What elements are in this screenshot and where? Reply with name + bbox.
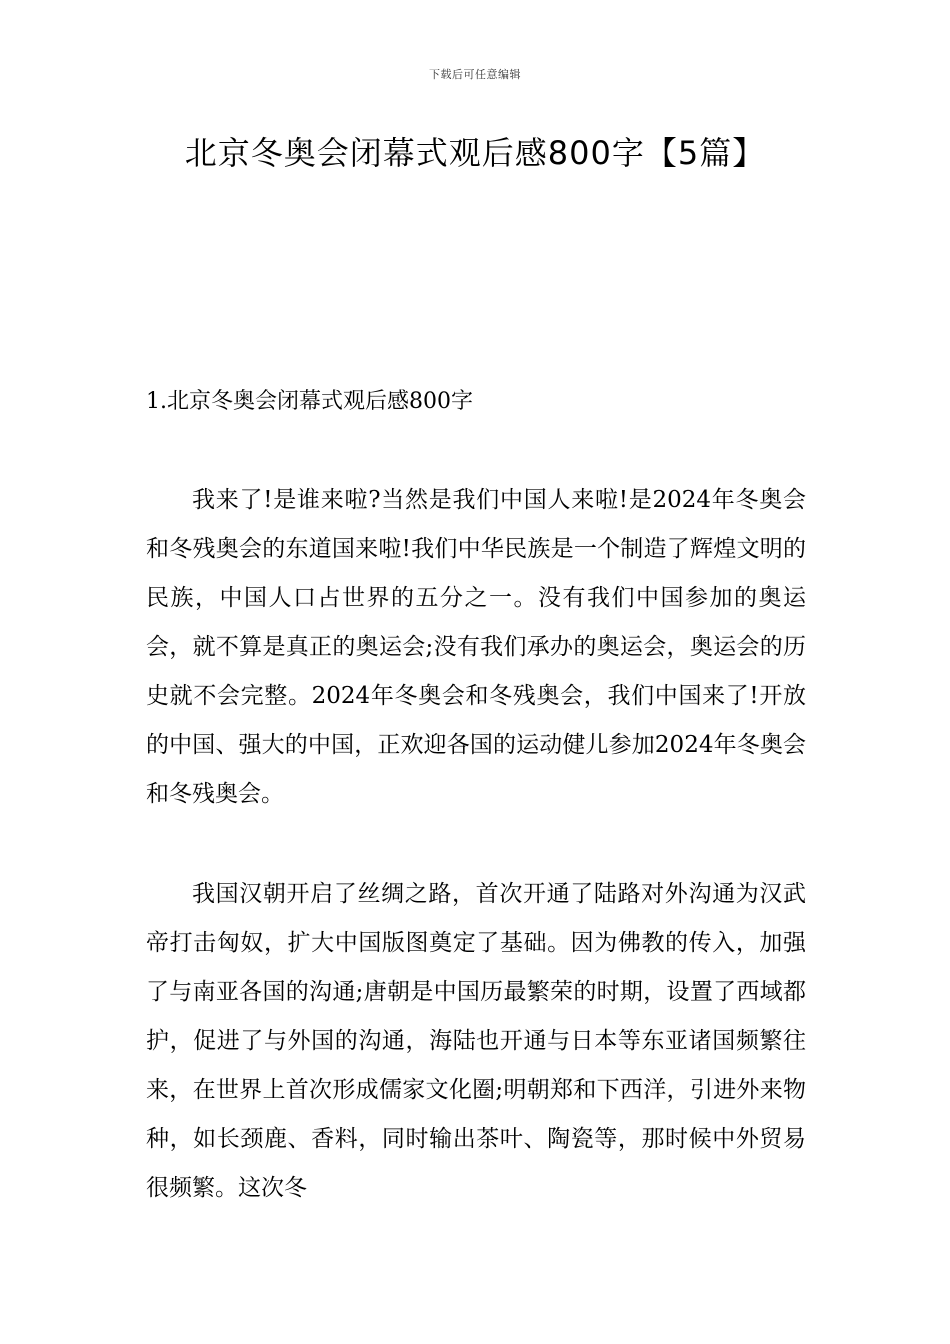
paragraph: 我来了!是谁来啦?当然是我们中国人来啦!是2024年冬奥会和冬残奥会的东道国来啦!我们中华民族是一个制造了辉煌文明的民族，中国人口占世界的五分之一。没有我们中国参加的奥运会，就不算是真正的奥运会;没有我们承办的奥运会，奥运会的历史就不会完整。2024年冬奥会和冬残奥会，我们中国来了!开放的中国、强大的中国，正欢迎各国的运动健儿参加2024年冬奥会和冬残奥会。	[146, 487, 806, 807]
section-heading: 1.北京冬奥会闭幕式观后感800字	[146, 389, 473, 414]
paragraph: 我国汉朝开启了丝绸之路，首次开通了陆路对外沟通为汉武帝打击匈奴，扩大中国版图奠定了基础。因为佛教的传入，加强了与南亚各国的沟通;唐朝是中国历最繁荣的时期，设置了西域都护，促进了与外国的沟通，海陆也开通与日本等东亚诸国频繁往来，在世界上首次形成儒家文化圈;明朝郑和下西洋，引进外来物种，如长颈鹿、香料，同时输出茶叶、陶瓷等，那时候中外贸易很频繁。这次冬	[146, 881, 806, 1201]
document-title: 北京冬奥会闭幕式观后感800字【5篇】	[184, 134, 766, 172]
header-note: 下载后可任意编辑	[429, 68, 521, 81]
